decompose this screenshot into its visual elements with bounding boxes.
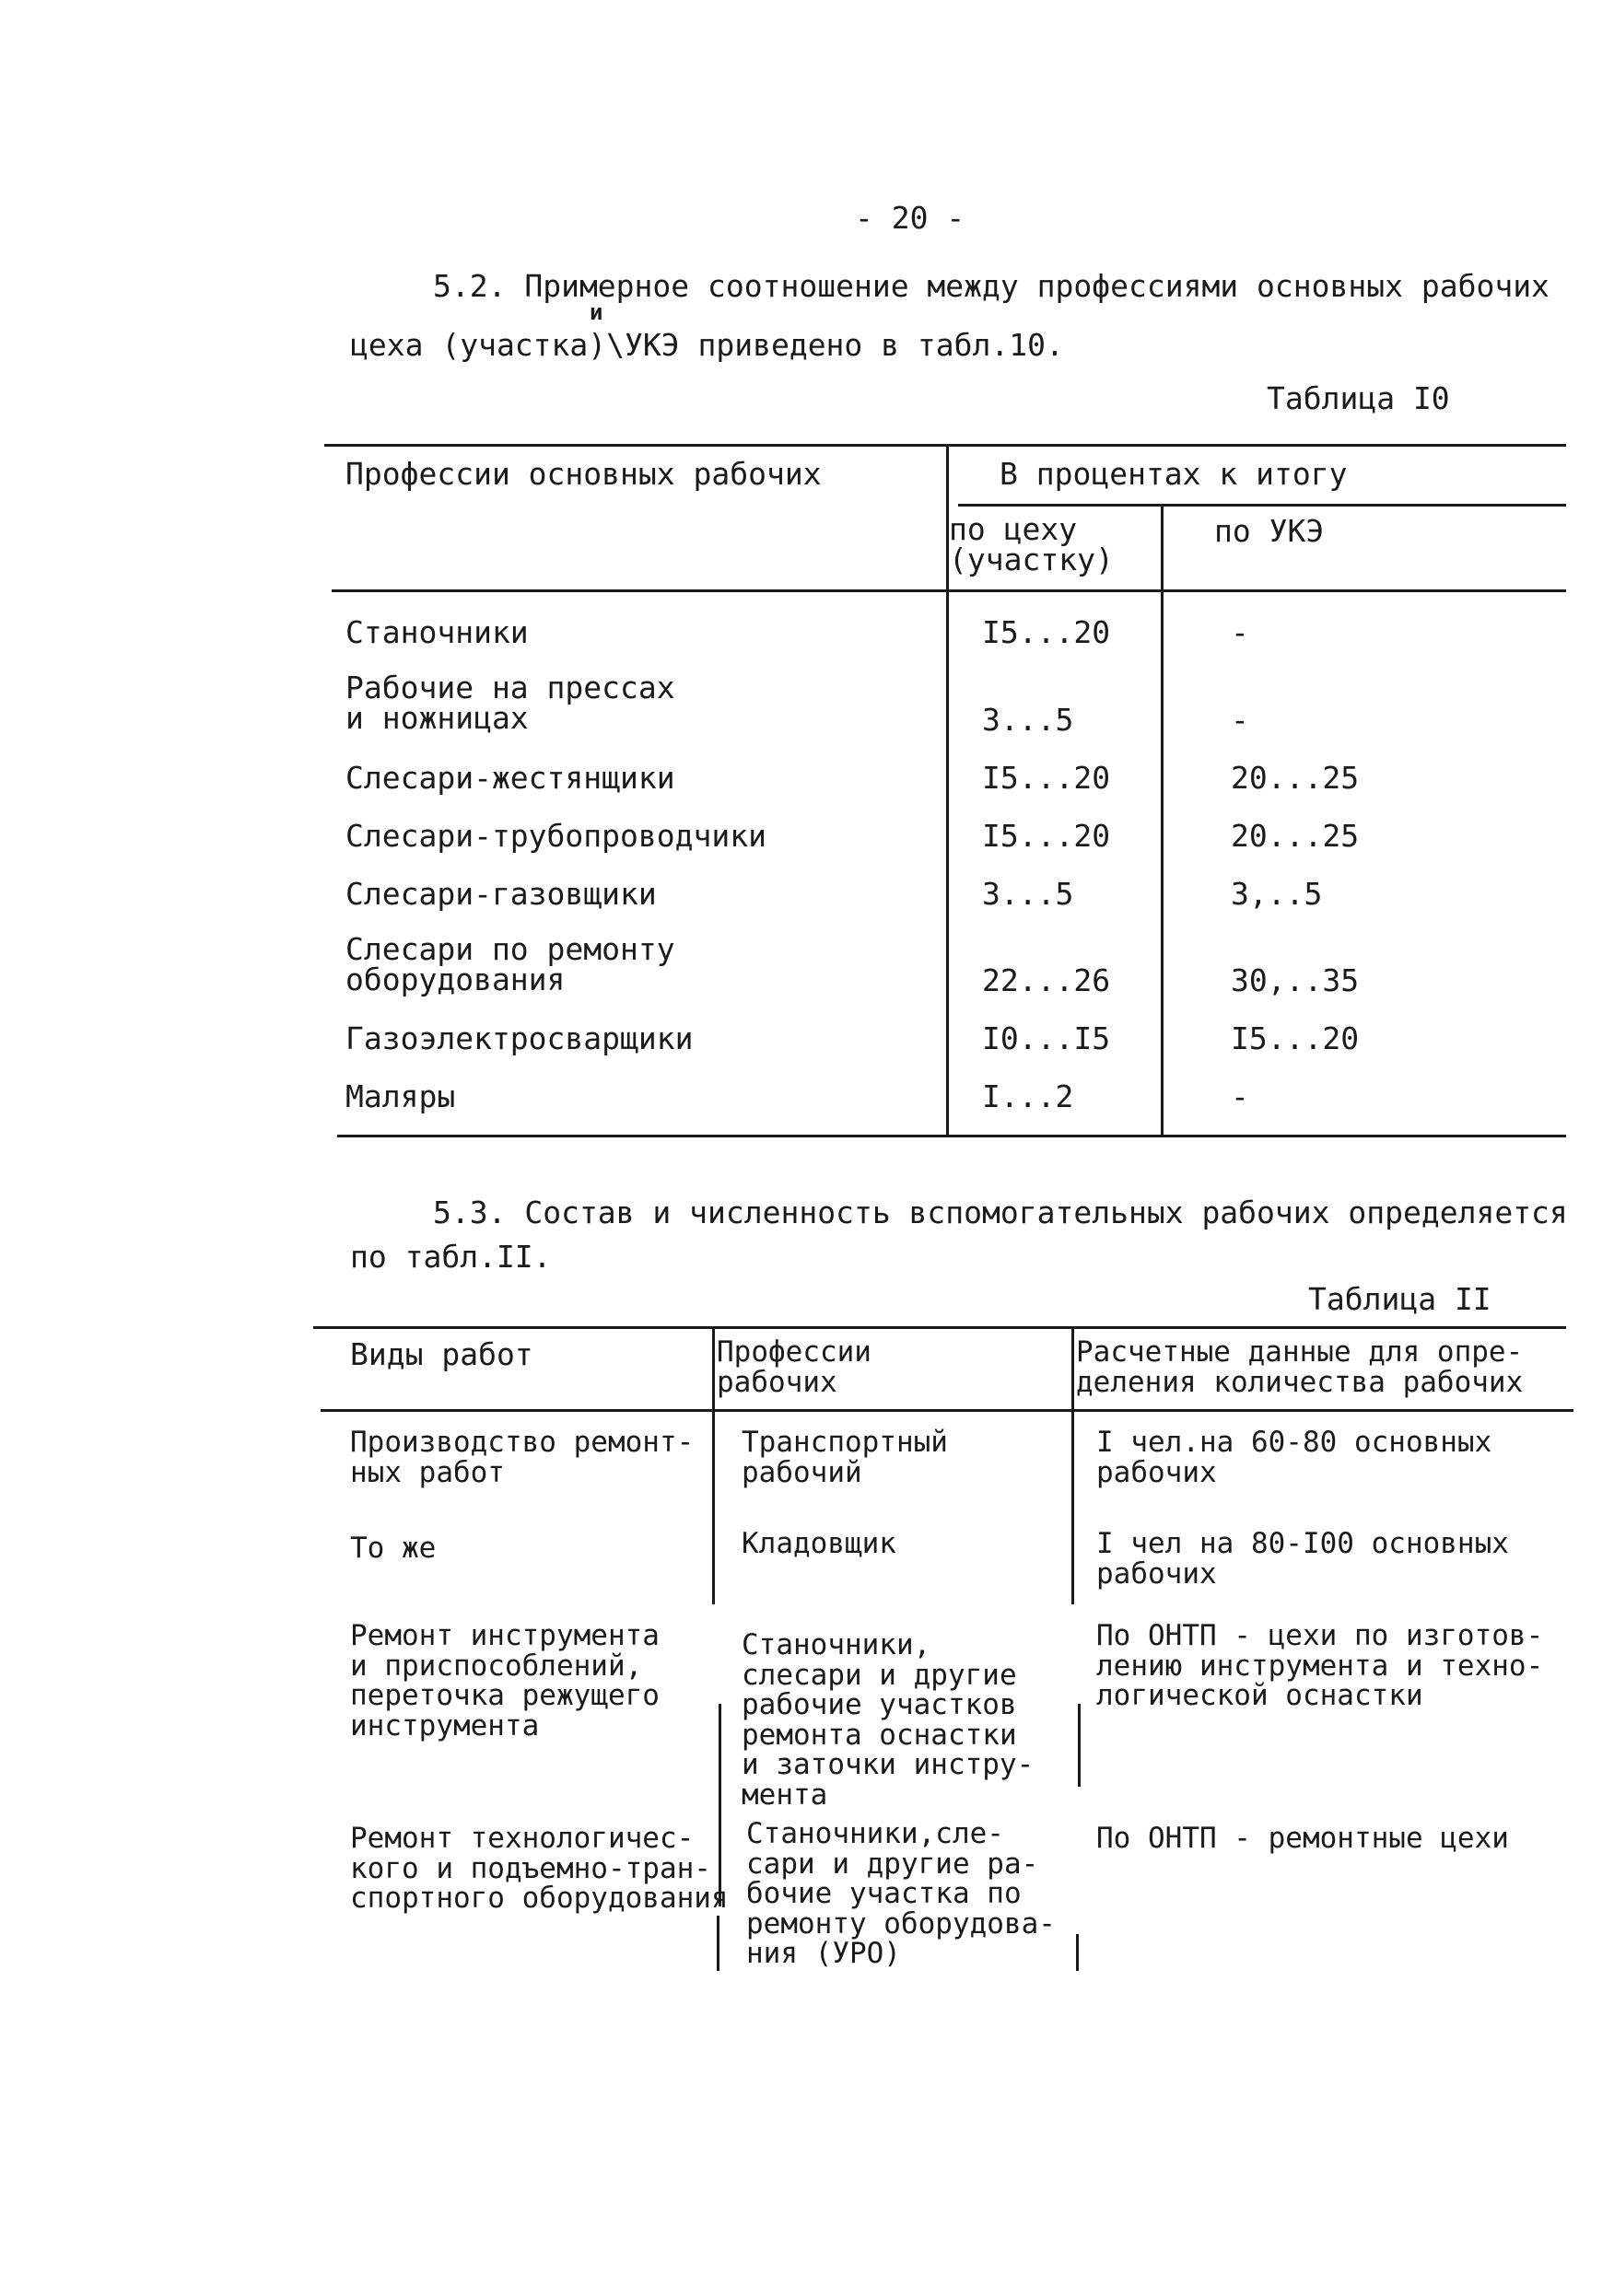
table-10-header-profession: Профессии основных рабочих <box>345 456 822 492</box>
table-11-header-work: Виды работ <box>350 1336 533 1372</box>
table-11-row-calc: По ОНТП - ремонтные цехи <box>1096 1822 1509 1855</box>
paragraph-5-2-line2: цеха (участка)\УКЭ приведено в табл.10. <box>350 327 1064 363</box>
table-11-header-profession: Профессии рабочих <box>717 1335 871 1399</box>
table-11-row-profession: Транспортный рабочий <box>742 1426 948 1489</box>
table-11-row-profession: Станочники, слесари и другие рабочие участков ремонта оснастки и заточки инстру- мента <box>742 1628 1035 1812</box>
table-10-row-uke: 20...25 <box>1231 760 1360 796</box>
table-divider <box>712 1328 715 1604</box>
table-10-row-shop: I5...20 <box>982 818 1111 854</box>
table-10-row-name: Газоэлектросварщики <box>345 1020 694 1056</box>
table-10-row-name: Слесари-газовщики <box>345 876 657 912</box>
table-11-header-calc: Расчетные данные для опре- деления количества рабочих <box>1076 1335 1524 1399</box>
paragraph-5-2-line1: 5.2. Примерное соотношение между профессиями основных рабочих <box>433 268 1550 304</box>
table-10-row-shop: 3...5 <box>982 702 1074 738</box>
table-10-row-uke: 3,..5 <box>1231 876 1323 912</box>
table-11-row-work: Ремонт технологичес- кого и подъемно-тран- спортного оборудования <box>350 1822 729 1916</box>
table-10-row-uke: I5...20 <box>1231 1020 1360 1056</box>
insert-mark: и <box>590 299 603 325</box>
table-11-row-calc: I чел на 80-I00 основных рабочих <box>1096 1527 1509 1591</box>
table-11-row-profession: Станочники,сле- сари и другие ра- бочие участка по ремонту оборудова- ния (УРО) <box>746 1817 1056 1971</box>
table-10-row-uke: 30,..35 <box>1231 962 1360 998</box>
table-10-row-shop: I0...I5 <box>982 1020 1111 1056</box>
table-10-row-name: Рабочие на прессах и ножницах <box>345 670 675 736</box>
table-rule <box>313 1326 1566 1329</box>
table-11-row-work: Ремонт инструмента и приспособлений, переточка режущего инструмента <box>350 1619 660 1742</box>
table-10-row-name: Слесари-жестянщики <box>345 760 675 796</box>
table-10-row-uke: 20...25 <box>1231 818 1360 854</box>
table-rule <box>321 1409 1573 1412</box>
table-10-header-shop: по цеху (участку) <box>949 511 1114 577</box>
table-10-row-name: Слесари по ремонту оборудования <box>345 931 675 997</box>
table-divider <box>1078 1704 1081 1787</box>
paragraph-5-3-line2: по табл.II. <box>350 1239 552 1275</box>
table-rule <box>337 1135 1566 1137</box>
table-11-row-calc: I чел.на 60-80 основных рабочих <box>1096 1426 1492 1489</box>
paragraph-5-3-line1: 5.3. Состав и численность вспомогательных рабочих определяется <box>433 1195 1568 1230</box>
table-10-row-name: Слесари-трубопроводчики <box>345 818 766 854</box>
table-divider <box>1071 1328 1074 1604</box>
table-10-row-name: Маляры <box>345 1078 456 1114</box>
table-rule <box>332 589 1566 592</box>
table-11-row-profession: Кладовщик <box>742 1527 896 1560</box>
table-10-caption: Таблица I0 <box>1267 380 1450 416</box>
table-11-caption: Таблица II <box>1308 1281 1491 1317</box>
table-10-row-uke: - <box>1231 702 1249 738</box>
table-10-row-uke: - <box>1231 614 1249 650</box>
table-divider <box>717 1916 719 1971</box>
table-10-row-name: Станочники <box>345 614 529 650</box>
table-10-header-percent: В процентах к итогу <box>1000 456 1348 492</box>
table-divider <box>1076 1934 1079 1971</box>
page-number: - 20 - <box>855 200 965 236</box>
table-10-header-uke: по УКЭ <box>1214 513 1325 549</box>
table-10-row-shop: I...2 <box>982 1078 1074 1114</box>
table-rule <box>958 504 1566 507</box>
table-10-row-shop: 3...5 <box>982 876 1074 912</box>
table-11-row-work: Производство ремонт- ных работ <box>350 1426 695 1489</box>
table-10-row-shop: I5...20 <box>982 760 1111 796</box>
table-rule <box>324 444 1566 447</box>
table-10-row-shop: 22...26 <box>982 962 1111 998</box>
table-divider <box>1161 506 1164 1135</box>
table-10-row-shop: I5...20 <box>982 614 1111 650</box>
table-10-row-uke: - <box>1231 1078 1249 1114</box>
table-11-row-work: То же <box>350 1532 437 1565</box>
table-11-row-calc: По ОНТП - цехи по изготов- лению инструмента и техно- логической оснастки <box>1096 1619 1544 1713</box>
